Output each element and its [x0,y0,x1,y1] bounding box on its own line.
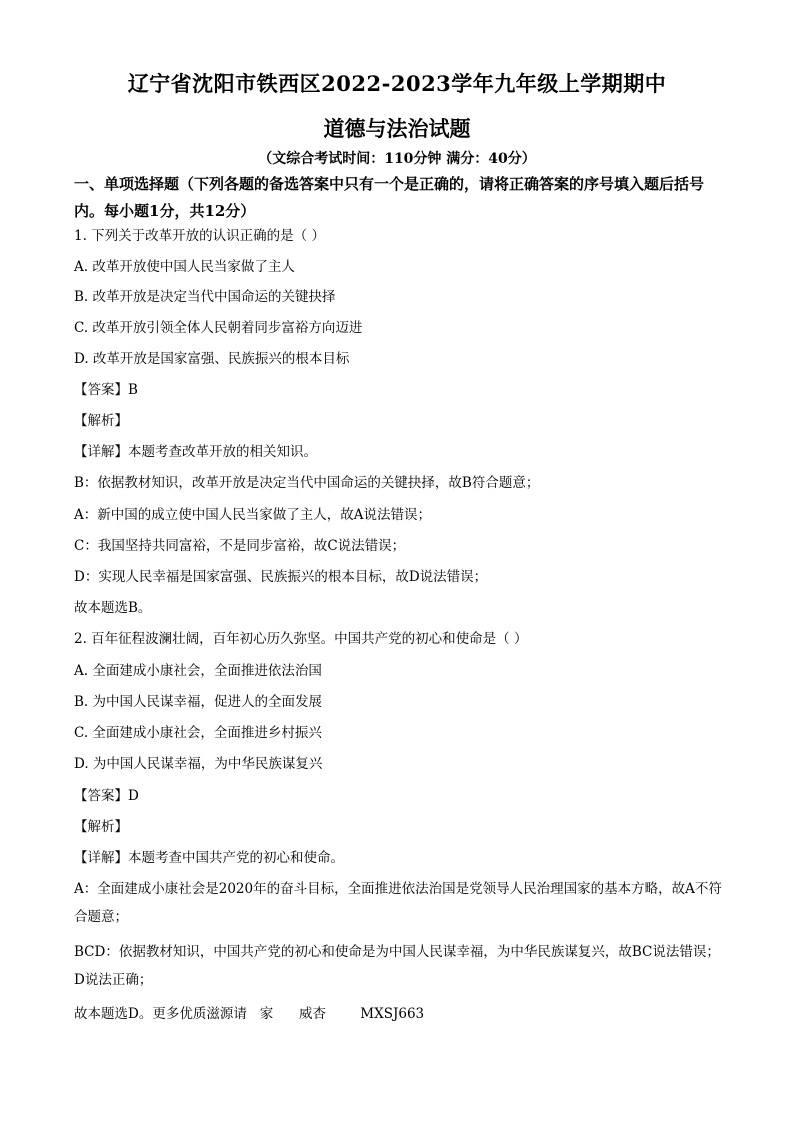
question-2-option-c: C. 全面建成小康社会，全面推进乡村振兴 [74,725,322,741]
section-heading: 一、单项选择题（下列各题的备选答案中只有一个是正确的，请将正确答案的序号填入题后括号内。每小题1分，共12分） [74,175,705,220]
document-subtitle-title: 道德与法治试题 [323,116,471,141]
question-1-option-b: B. 改革开放是决定当代中国命运的关键抉择 [74,289,336,305]
question-1-detail: 【详解】本题考查改革开放的相关知识。 [74,444,317,460]
question-1-option-d: D. 改革开放是国家富强、民族振兴的根本目标 [74,351,350,367]
document-title: 辽宁省沈阳市铁西区2022-2023学年九年级上学期期中 [127,71,667,96]
exam-info: （文综合考试时间：110分钟 满分：40分） [258,151,536,167]
question-2-analysis-label: 【解析】 [74,819,128,835]
question-2-conclusion: 故本题选D。更多优质滋源请 家 威杏 MXSJ663 [74,1006,425,1022]
question-2-option-d: D. 为中国人民谋幸福，为中华民族谋复兴 [74,756,323,772]
question-1-explanation-b: B：依据教材知识，改革开放是决定当代中国命运的关键抉择，故B符合题意； [74,475,540,491]
question-1-explanation-a: A：新中国的成立使中国人民当家做了主人，故A说法错误； [74,507,431,523]
question-1-answer: 【答案】B [74,382,138,398]
question-1-explanation-d: D：实现人民幸福是国家富强、民族振兴的根本目标，故D说法错误； [74,569,488,585]
question-1-explanation-c: C：我国坚持共同富裕，不是同步富裕，故C说法错误； [74,538,406,554]
question-2-stem: 2. 百年征程波澜壮阔，百年初心历久弥坚。中国共产党的初心和使命是（ ） [74,631,528,647]
question-1-conclusion: 故本题选B。 [74,600,152,616]
question-2-detail: 【详解】本题考查中国共产党的初心和使命。 [74,850,344,866]
question-1-option-a: A. 改革开放使中国人民当家做了主人 [74,259,295,275]
question-1-stem: 1. 下列关于改革开放的认识正确的是（ ） [74,228,325,244]
question-2-answer: 【答案】D [74,788,139,804]
question-2-option-a: A. 全面建成小康社会，全面推进依法治国 [74,663,322,679]
question-2-explanation-a: A：全面建成小康社会是2020年的奋斗目标，全面推进依法治国是党领导人民治理国家的基本方略，故A不符合题意； [74,881,722,925]
question-2-option-b: B. 为中国人民谋幸福，促进人的全面发展 [74,694,323,710]
question-2-explanation-bcd: BCD：依据教材知识，中国共产党的初心和使命是为中国人民谋幸福，为中华民族谋复兴，故BC说法错误；D说法正确； [74,944,720,988]
question-1-option-c: C. 改革开放引领全体人民朝着同步富裕方向迈进 [74,320,363,336]
question-1-analysis-label: 【解析】 [74,413,128,429]
